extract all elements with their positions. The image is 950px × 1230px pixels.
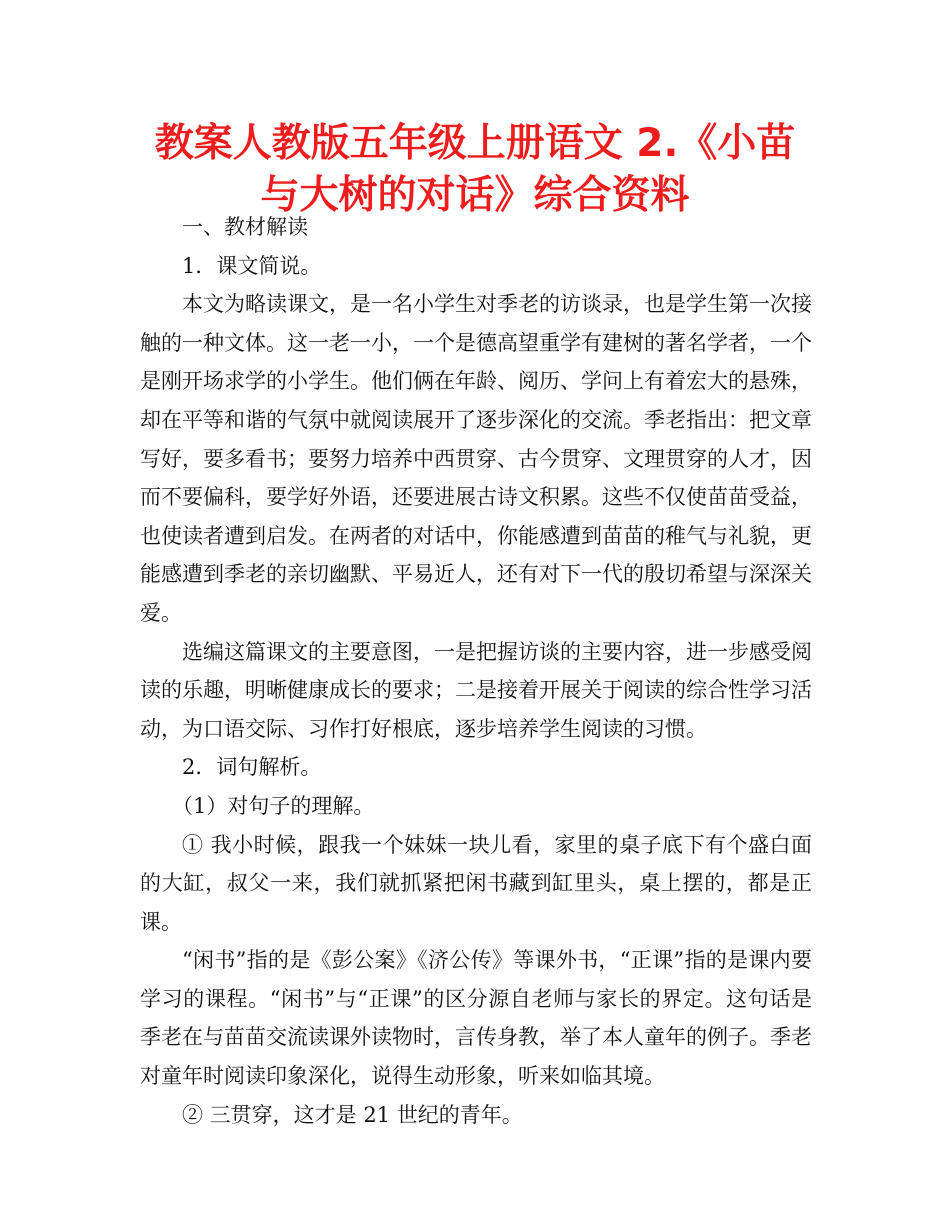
sub-heading: （1）对句子的理解。 (172, 793, 375, 818)
paragraph: 本文为略读课文，是一名小学生对季老的访谈录，也是学生第一次接触的一种文体。这一老一小，一个是德高望重学有建树的著名学者，一个是刚开场求学的小学生。他们俩在年龄、阅历、学问上有着宏大的悬殊，却在平等和谐的气氛中就阅读展开了逐步深化的交流。季老指出：把文章写好，要多看书；要努力培养中西贯穿、古今贯穿、文理贯穿的人才，因而不要偏科，要学好外语，还要进展古诗文积累。这些不仅使苗苗受益，也使读者遭到启发。在两者的对话中，你能感遭到苗苗的稚气与礼貌，更能感遭到季老的亲切幽默、平易近人，还有对下一代的殷切希望与深深关爱。 (140, 292, 812, 625)
section-heading: 一、教材解读 (182, 215, 308, 239)
subsection-heading: 1．课文简说。 (182, 253, 322, 278)
document-title: 教案人教版五年级上册语文 2.《小苗与大树的对话》综合资料 (154, 121, 796, 218)
document-body (140, 208, 812, 1134)
paragraph: 选编这篇课文的主要意图，一是把握访谈的主要内容，进一步感受阅读的乐趣，明晰健康成长的要求；二是接着开展关于阅读的综合性学习活动，为口语交际、习作打好根底，逐步培养学生阅读的习惯。 (140, 639, 812, 741)
paragraph: ① 我小时候，跟我一个妹妹一块儿看，家里的桌子底下有个盛白面的大缸，叔父一来，我们就抓紧把闲书藏到缸里头，桌上摆的，都是正课。 (140, 832, 812, 934)
paragraph: ② 三贯穿，这才是 21 世纪的青年。 (182, 1102, 523, 1127)
paragraph: “闲书”指的是《彭公案》《济公传》等课外书，“正课”指的是课内要学习的课程。“闲书”与“正课”的区分源自老师与家长的界定。这句话是季老在与苗苗交流读课外读物时，言传身教，举了本人童年的例子。季老对童年时阅读印象深化，说得生动形象，听来如临其境。 (140, 948, 812, 1089)
subsection-heading: 2．词句解析。 (182, 755, 322, 780)
